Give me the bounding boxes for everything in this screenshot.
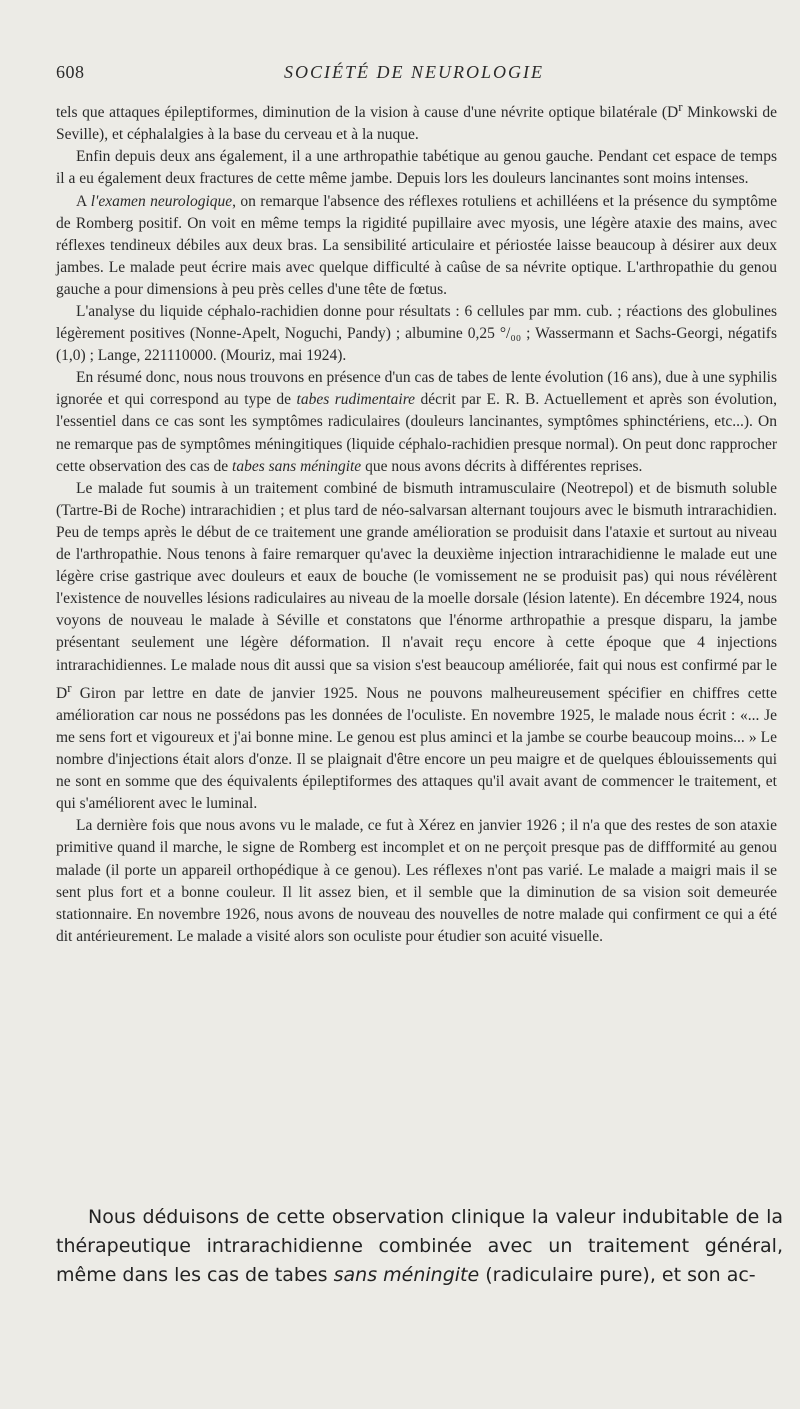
running-title: SOCIÉTÉ DE NEUROLOGIE [284, 62, 544, 82]
paragraph [56, 96, 777, 146]
text-run: , on remarque l'absence des réflexes rotuliens et achilléens et la présence du symptôme de Romberg positif. On voit en même temps la rigidité pupillaire avec myosis, une légère ataxie des mains, avec réflexes tendineux débiles aux deux bras. La sensibilité articulaire et périostée laisse beaucoup à désirer aux deux jambes. Le malade peut écrire mais avec quelque difficulté à caûse de sa névrite optique. L'arthropathie du genou gauche a pour dimensions à peu près celles d'une tête de fœtus. [56, 192, 777, 298]
superscript: r [67, 679, 72, 695]
text-run: Le malade fut soumis à un traitement combiné de bismuth intramusculaire (Neotrepol) et de bismuth soluble (Tartre-Bi de Roche) intrarachidien ; et plus tard de néo-salvarsan alternant toujours avec le bismuth intrarachidien. Peu de temps après le début de ce traitement une grande amélioration se produisit dans l'ataxie et surtout au niveau de l'arthropathie. Nous tenons à faire remarquer qu'avec la deuxième injection intrarachidienne le malade eut une légère crise gastrique avec douleurs et eaux de bouche (le vomissement ne se produisit pas) qui nous révélèrent l'existence de nouvelles lésions radiculaires au niveau de la moelle dorsale (lésion latente). En décembre 1924, nous voyons de nouveau le malade à Séville et constatons que l'énorme arthropathie a presque disparu, la jambe présentant seulement une légère déformation. Il n'avait reçu encore à cette époque que 4 injections intrarachidiennes. Le malade nous dit aussi que sa vision s'est beaucoup améliorée, fait qui nous est confirmé par le D [56, 479, 777, 702]
text-run: Enfin depuis deux ans également, il a une arthropathie tabétique au genou gauche. Pendant cet espace de temps il a eu également deux fractures de cette même jambe. Depuis lors les douleurs lancinantes sont moins intenses. [56, 148, 777, 188]
italic-text: sans méningite [333, 1264, 480, 1286]
paragraph [56, 191, 777, 301]
text-run: que nous avons décrits à différentes reprises. [361, 457, 643, 475]
text-run: (radiculaire pure), et son ac- [479, 1264, 756, 1286]
italic-text: l'examen neurologique [90, 192, 233, 210]
italic-text: tabes sans méningite [232, 457, 362, 475]
italic-text: tabes rudimentaire [296, 391, 416, 409]
paragraph [56, 478, 777, 816]
page-header [56, 58, 772, 90]
paragraph [56, 301, 777, 367]
text-run: L'analyse du liquide céphalo-rachidien donne pour résultats : 6 cellules par mm. cub. ; réactions des globulines légèrement positives (Nonne-Apelt, Noguchi, Pandy) ; albumine 0,25 °/₀₀ ; Wassermann et Sachs-Georgi, négatifs (1,0) ; Lange, 221110000. (Mouriz, mai 1924). [56, 303, 777, 365]
text-run: décrit par E. R. B. Actuellement et après son évolution, l'essentiel dans ce cas sont les symptômes radiculaires (douleurs lancinantes, symptômes sphinctériens, etc...). On ne remarque pas de symptômes méningitiques (liquide céphalo-rachidien presque normal). On peut donc rapprocher cette observation des cas de [56, 391, 777, 475]
conclusion-text [56, 1203, 783, 1290]
paragraph [56, 815, 777, 948]
paragraph [56, 146, 777, 190]
body-text [56, 96, 777, 948]
text-run: Giron par lettre en date de janvier 1925. Nous ne pouvons malheureusement spécifier en chiffres cette amélioration car nous ne possédons pas les données de l'oculiste. En novembre 1925, le malade nous écrit : «... Je me sens fort et vigoureux et j'ai bonne mine. Le genou est plus aminci et la jambe se courbe beaucoup moins... » Le nombre d'injections était alors d'onze. Il se plaignait d'être encore un peu maigre et de quelques éblouissements qui ne sont en somme que des équivalents épileptiformes des attaques qu'il avait avant de commencer le traitement, et qui s'améliorent avec le luminal. [56, 684, 777, 813]
text-run: La dernière fois que nous avons vu le malade, ce fut à Xérez en janvier 1926 ; il n'a que des restes de son ataxie primitive quand il marche, le signe de Romberg est incomplet et on ne perçoit presque pas de diffformité au genou malade (il porte un appareil orthopédique à ce genou). Les réflexes n'ont pas varié. Le malade a maigri mais il se sent plus fort et a bonne couleur. Il lit assez bien, et il semble que la diminution de sa vision soit demeurée stationnaire. En novembre 1926, nous avons de nouveau des nouvelles de notre malade qui confirment ce qui a été dit antérieurement. Le malade a visité alors son oculiste pour étudier son acuité visuelle. [56, 817, 777, 945]
text-run: A [76, 192, 91, 210]
text-run: Minkowski de Seville), et céphalalgies à la base du cerveau et à la nuque. [56, 104, 778, 144]
conclusion-paragraph [56, 1203, 783, 1290]
text-run: En résumé donc, nous nous trouvons en présence d'un cas de tabes de lente évolution (16 ans), due à une syphilis ignorée et qui correspond au type de [56, 369, 777, 409]
superscript: r [678, 99, 683, 114]
text-run: tels que attaques épileptiformes, diminution de la vision à cause d'une névrite optique bilatérale (D [56, 104, 679, 122]
paragraph [56, 367, 777, 477]
page-number: 608 [56, 62, 85, 82]
text-run: Nous déduisons de cette observation clinique la valeur indubitable de la thérapeutique intrarachidienne combinée avec un traitement général, même dans les cas de tabes [56, 1206, 783, 1286]
